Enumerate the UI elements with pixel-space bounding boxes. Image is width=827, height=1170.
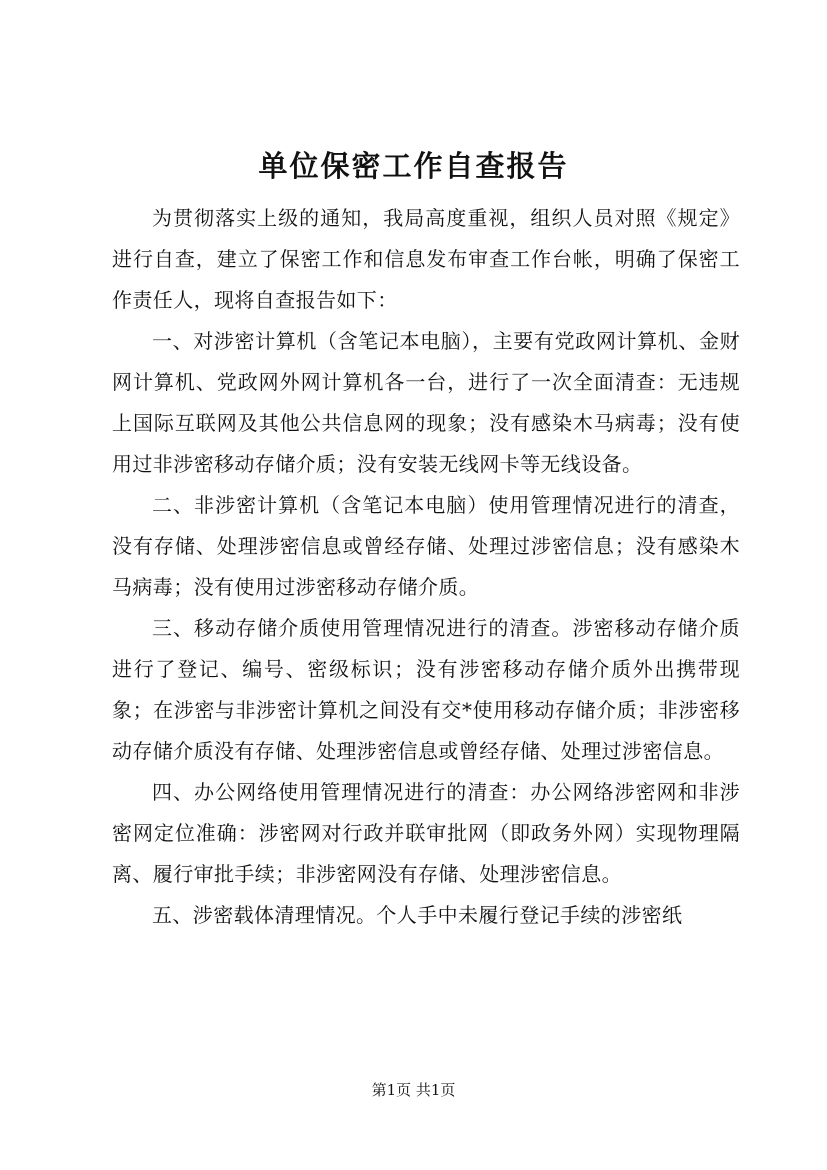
paragraph-section-3: 三、移动存储介质使用管理情况进行的清查。涉密移动存储介质进行了登记、编号、密级标识；没有涉密移动存储介质外出携带现象；在涉密与非涉密计算机之间没有交*使用移动存储介质；非涉密移动存储介质没有存储、处理涉密信息或曾经存储、处理过涉密信息。 <box>112 616 740 763</box>
paragraph-intro: 为贯彻落实上级的通知，我局高度重视，组织人员对照《规定》进行自查，建立了保密工作和信息发布审查工作台帐，明确了保密工作责任人，现将自查报告如下： <box>112 206 740 312</box>
page-footer: 第1页 共1页 <box>371 1081 456 1099</box>
document-title: 单位保密工作自查报告 <box>258 149 569 183</box>
paragraph-section-4: 四、办公网络使用管理情况进行的清查：办公网络涉密网和非涉密网定位准确：涉密网对行政并联审批网（即政务外网）实现物理隔离、履行审批手续；非涉密网没有存储、处理涉密信息。 <box>112 780 740 886</box>
paragraph-section-1: 一、对涉密计算机（含笔记本电脑），主要有党政网计算机、金财网计算机、党政网外网计算机各一台，进行了一次全面清查：无违规上国际互联网及其他公共信息网的现象；没有感染木马病毒；没有使用过非涉密移动存储介质；没有安装无线网卡等无线设备。 <box>112 329 740 476</box>
paragraph-section-2: 二、非涉密计算机（含笔记本电脑）使用管理情况进行的清查，没有存储、处理涉密信息或曾经存储、处理过涉密信息；没有感染木马病毒；没有使用过涉密移动存储介质。 <box>112 493 740 599</box>
paragraph-section-5: 五、涉密载体清理情况。个人手中未履行登记手续的涉密纸 <box>152 903 683 927</box>
document-body <box>112 198 740 936</box>
